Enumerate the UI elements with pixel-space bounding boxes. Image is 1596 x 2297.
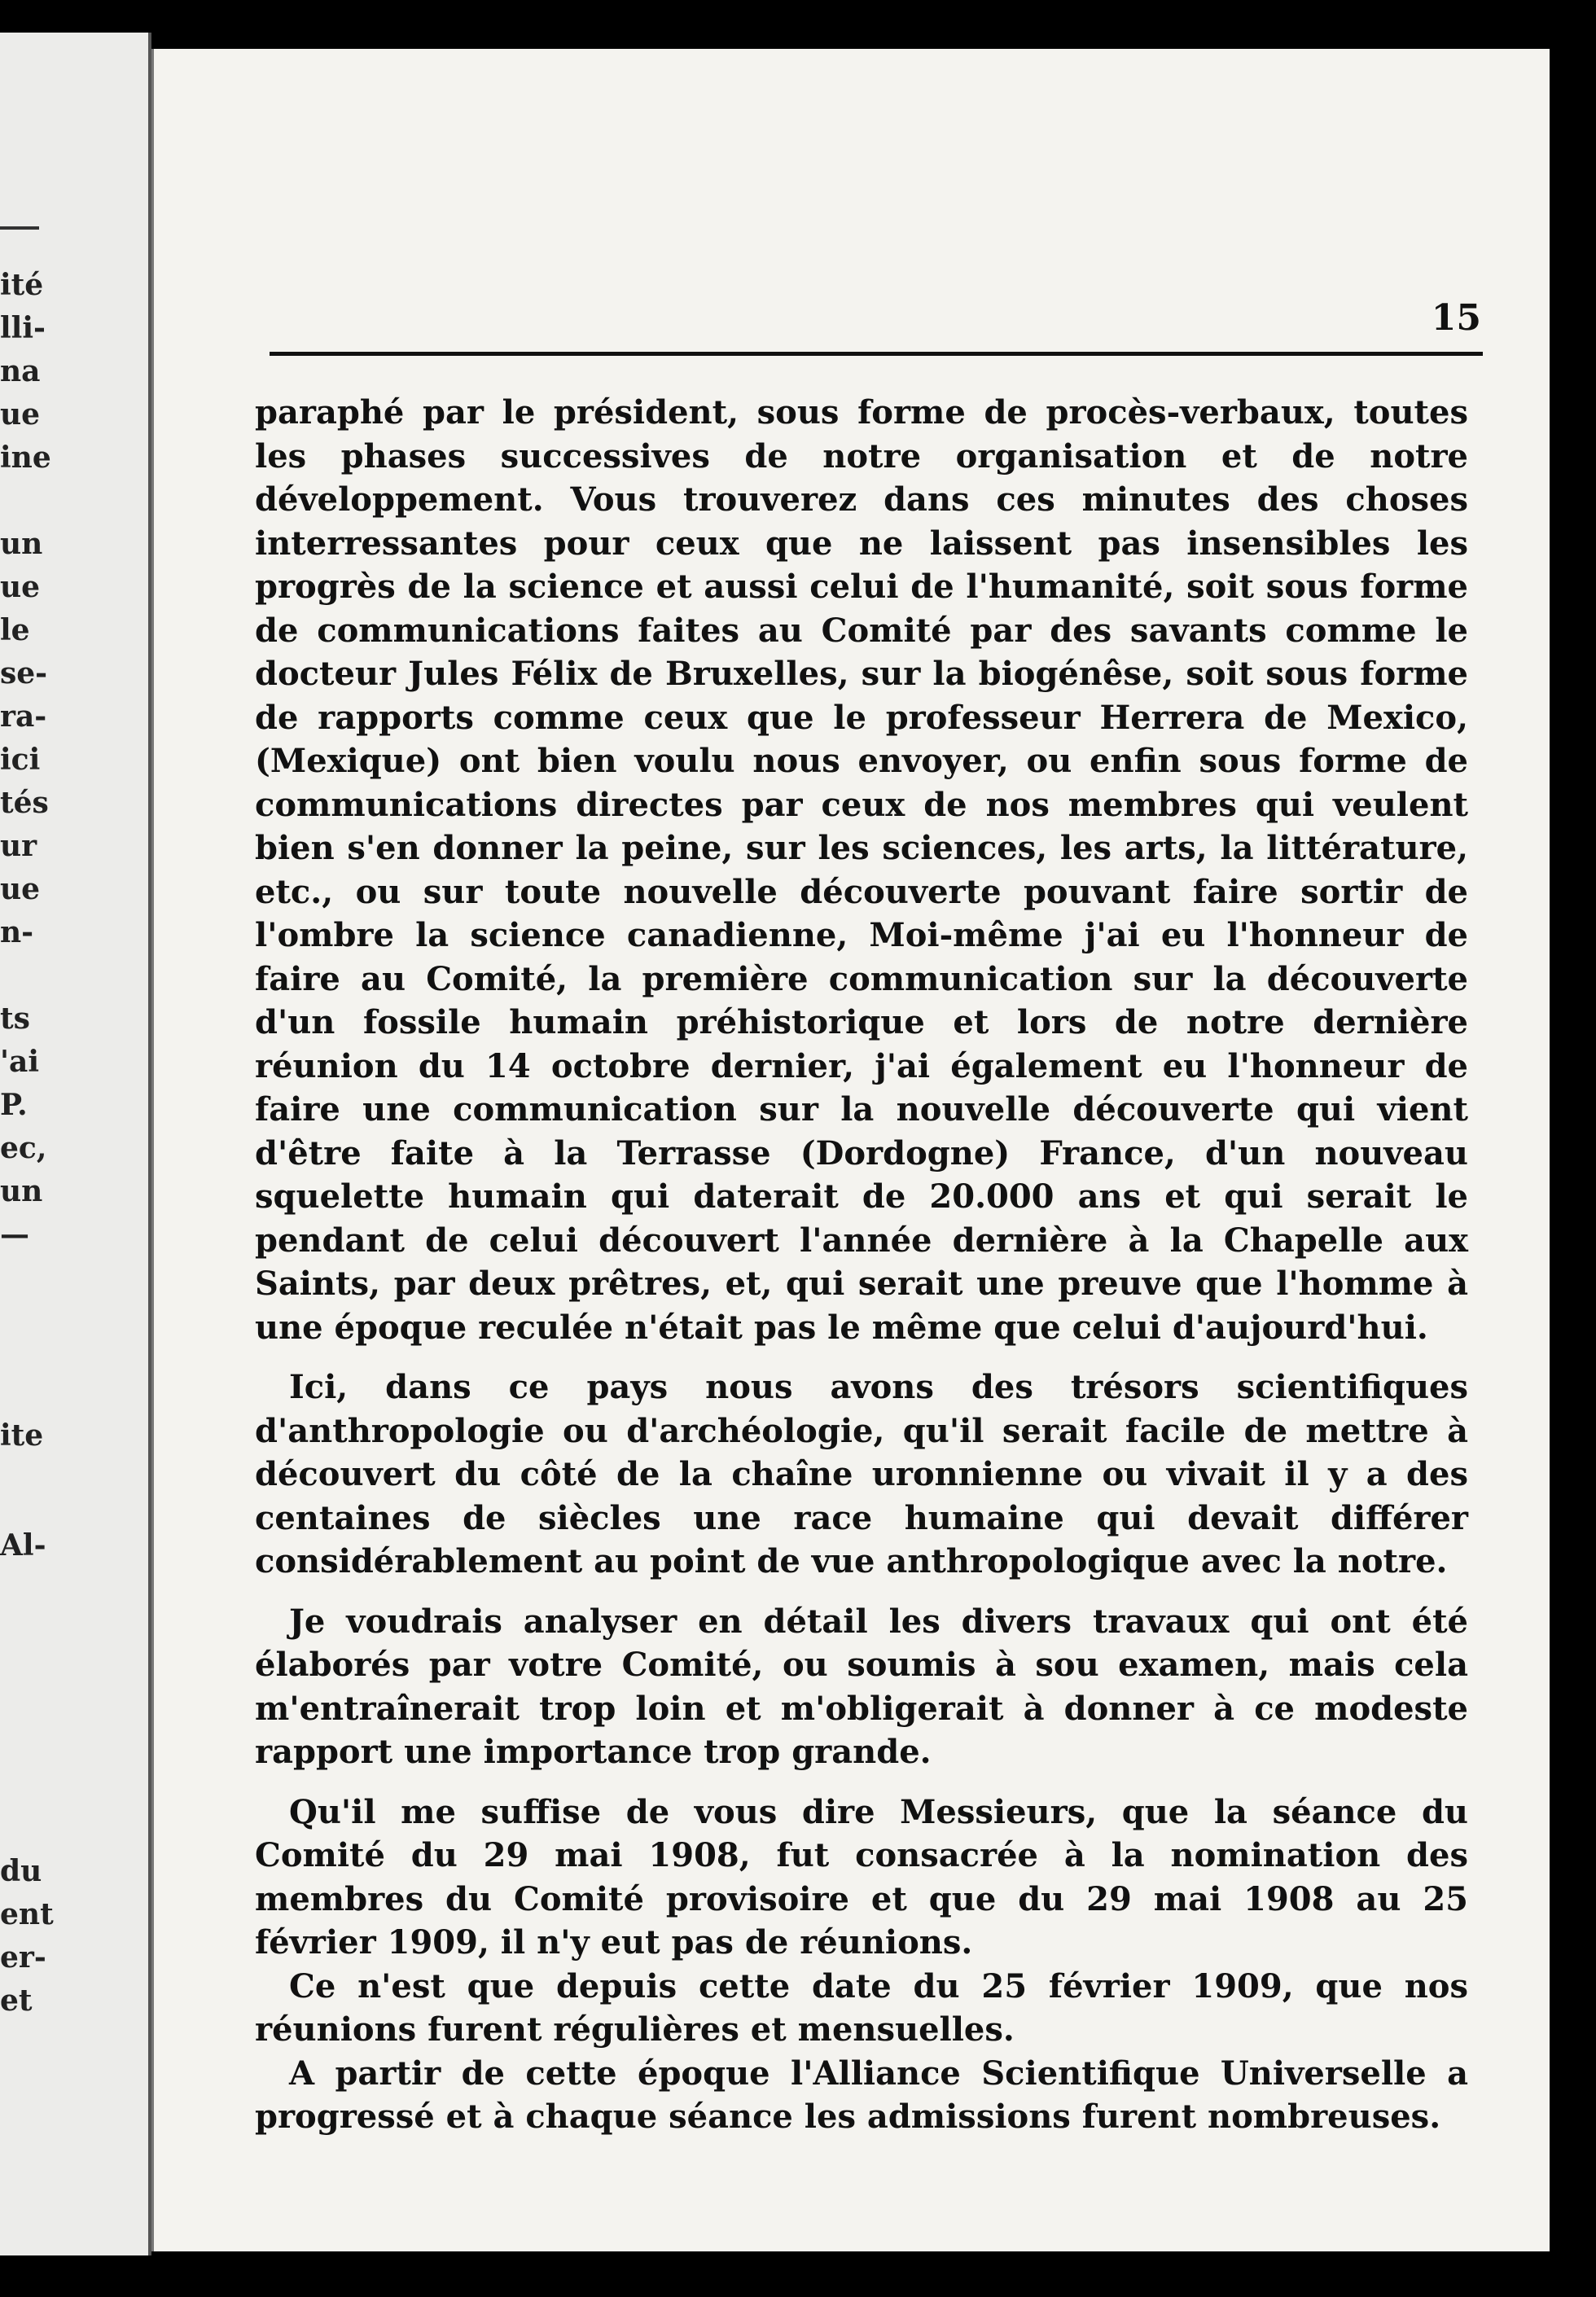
left-fragment: — [0,1220,29,1249]
left-page-rule [0,226,39,230]
paragraph: A partir de cette époque l'Alliance Scientifique Universelle a progressé et à chaque séance les admissions furent nombreuses. [255,2054,1468,2136]
left-fragment: n- [0,918,34,947]
left-fragment: du [0,1856,42,1886]
left-fragment: se- [0,659,48,688]
left-fragment: ts [0,1004,30,1033]
left-fragment: ite [0,1421,44,1450]
left-fragment: le [0,616,30,645]
left-fragment: ent [0,1900,54,1929]
page-number: 15 [1431,297,1481,339]
paragraph: paraphé par le président, sous forme de procès-verbaux, toutes les phases successives de notre organisation et de notre développement. Vous trouverez dans ces minutes des choses interressantes pour ceux que ne laissent pas insensibles les progrès de la science et aussi celui de l'humanité, soit sous forme de communications faites au Comité par des savants comme le docteur Jules Félix de Bruxelles, sur la biogénêse, soit sous forme de rapports comme ceux que le professeur Herrera de Mexico, (Mexique) ont bien voulu nous envoyer, ou enfin sous forme de communications directes par ceux de nos membres qui veulent bien s'en donner la peine, sur les sciences, les arts, la littérature, etc., ou sur toute nouvelle découverte pouvant faire sortir de l'ombre la science canadienne, Moi-même j'ai eu l'honneur de faire au Comité, la première communication sur la découverte d'un fossile humain préhistorique et lors de notre dernière réunion du 14 octobre dernier, j'ai également eu l'honneur de faire une communication sur la nouvelle découverte qui vient d'être faite à la Terrasse (Dordogne) France, d'un nouveau squelette humain qui daterait de 20.000 ans et qui serait le pendant de celui découvert l'année dernière à la Chapelle aux Saints, par deux prêtres, et, qui serait une preuve que l'homme à une époque reculée n'était pas le même que celui d'aujourd'hui. [255,393,1468,1347]
left-fragment: ue [0,875,41,904]
page [151,49,1550,2251]
paragraph: Qu'il me suffise de vous dire Messieurs, que la séance du Comité du 29 mai 1908, fut consacrée à la nomination des membres du Comité provisoire et que du 29 mai 1908 au 25 février 1909, il n'y eut pas de réunions. [255,1792,1468,1962]
left-fragment: ra- [0,702,47,731]
left-fragment: ec, [0,1133,47,1163]
left-fragment: un [0,529,43,559]
header-rule [270,352,1483,356]
paragraph: Ce n'est que depuis cette date du 25 février 1909, que nos réunions furent régulières et mensuelles. [255,1966,1468,2049]
left-fragment: na [0,357,41,386]
left-fragment: er- [0,1943,46,1972]
left-fragment: P. [0,1090,28,1120]
left-fragment: et [0,1986,33,2015]
left-fragment: ine [0,443,51,472]
left-fragment: 'ai [0,1047,40,1076]
left-fragment: un [0,1177,43,1206]
left-fragment: ur [0,831,37,861]
left-fragment: tés [0,788,49,818]
left-fragment: ici [0,745,41,774]
left-fragment: ue [0,572,41,602]
left-fragment: ité [0,270,44,300]
left-fragment: Al- [0,1531,46,1560]
paragraph: Ici, dans ce pays nous avons des trésors scientifiques d'anthropologie ou d'archéologie, qu'il serait facile de mettre à découvert du côté de la chaîne uronnienne ou vivait il y a des centaines de siècles une race humaine qui devait différer considérablement au point de vue anthropologique avec la notre. [255,1368,1468,1580]
left-fragment: ue [0,400,41,429]
paragraph: Je voudrais analyser en détail les divers travaux qui ont été élaborés par votre Comité, ou soumis à sou examen, mais cela m'entraînerait trop loin et m'obligerait à donner à ce modeste rapport une importance trop grande. [255,1602,1468,1771]
left-page-edge [0,33,151,2255]
body-text [255,391,1468,2139]
left-fragment: lli- [0,313,46,343]
